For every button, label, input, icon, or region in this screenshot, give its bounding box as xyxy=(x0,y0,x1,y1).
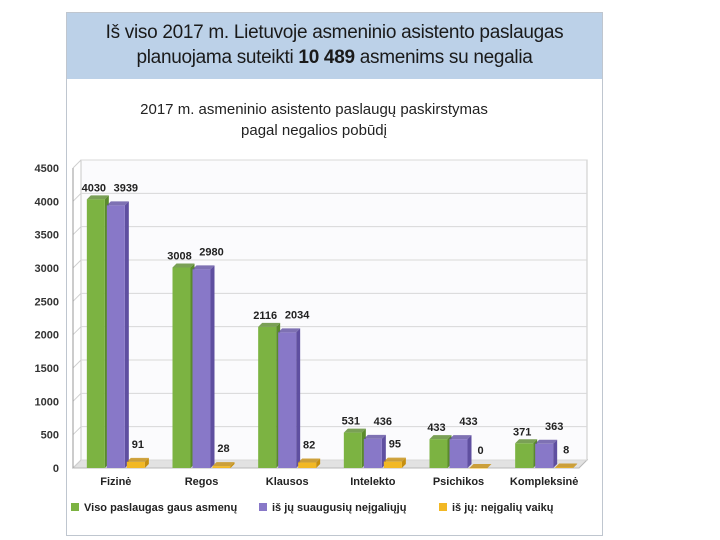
data-label: 363 xyxy=(544,420,564,433)
chart-title-line: pagal negalios pobūdį xyxy=(241,122,387,139)
header-text-after: asmenims su negalia xyxy=(354,47,533,68)
bar-chart xyxy=(34,13,602,535)
legend-label: iš jų: neįgalių vaikų xyxy=(452,502,554,514)
y-tick-label: 1000 xyxy=(34,396,59,409)
bar xyxy=(384,462,402,468)
y-tick-label: 4000 xyxy=(34,196,59,209)
bar xyxy=(555,467,573,468)
gridline-depth xyxy=(73,393,81,401)
data-label: 0 xyxy=(477,445,484,457)
bar xyxy=(213,466,231,468)
data-label: 433 xyxy=(459,416,478,429)
gridline-depth xyxy=(73,227,81,235)
legend-swatch xyxy=(71,503,79,511)
y-tick-label: 3500 xyxy=(34,229,59,242)
x-tick-label: Regos xyxy=(184,476,219,488)
header-line-1: Iš viso 2017 m. Lietuvoje asmeninio asistento paslaugas xyxy=(105,22,564,43)
gridline-depth xyxy=(73,193,81,201)
y-tick-label: 2500 xyxy=(34,296,59,309)
gridline-depth xyxy=(73,427,81,435)
bar xyxy=(258,327,276,468)
x-tick-label: Klausos xyxy=(265,476,309,488)
bar xyxy=(173,267,191,468)
y-tick-label: 2000 xyxy=(34,329,59,342)
bar xyxy=(278,332,296,468)
bar xyxy=(127,462,145,468)
bar xyxy=(450,439,468,468)
data-label: 82 xyxy=(303,439,316,452)
infographic-frame xyxy=(34,12,603,536)
data-label: 2980 xyxy=(199,246,224,259)
bar-side xyxy=(211,265,215,468)
x-tick-label: Kompleksinė xyxy=(509,476,579,488)
data-label: 3008 xyxy=(167,250,192,263)
legend-swatch xyxy=(439,503,447,511)
data-label: 531 xyxy=(341,415,361,428)
bar-side xyxy=(296,328,300,468)
gridline-depth xyxy=(73,327,81,335)
bar-side xyxy=(553,440,557,468)
x-tick-label: Intelekto xyxy=(350,476,396,488)
y-tick-label: 500 xyxy=(40,429,59,442)
gridline-depth xyxy=(73,293,81,301)
data-label: 95 xyxy=(388,438,401,451)
data-label: 3939 xyxy=(113,182,139,195)
header-text-before: planuojama suteikti xyxy=(136,47,299,68)
legend-label: iš jų suaugusių neįgaliųjų xyxy=(272,502,407,514)
data-label: 2034 xyxy=(284,309,310,322)
y-tick-label: 0 xyxy=(52,463,59,475)
bar xyxy=(87,199,105,468)
x-tick-label: Fizinė xyxy=(100,476,132,488)
bar xyxy=(298,463,316,468)
y-tick-label: 3000 xyxy=(34,263,59,275)
plot-floor xyxy=(73,460,587,468)
data-label: 2116 xyxy=(253,309,278,322)
bar xyxy=(107,205,125,468)
legend-label: Viso paslaugas gaus asmenų xyxy=(84,502,238,514)
bar xyxy=(193,269,211,468)
bar xyxy=(470,468,488,469)
data-label: 371 xyxy=(512,426,532,439)
legend-swatch xyxy=(259,503,267,511)
bar xyxy=(430,439,448,468)
bar-side xyxy=(468,435,472,468)
chart-title-line: 2017 m. asmeninio asistento paslaugų paskirstymas xyxy=(140,101,488,118)
y-tick-label: 1500 xyxy=(34,363,59,375)
gridline-depth xyxy=(73,360,81,368)
gridline-depth xyxy=(73,260,81,268)
bar xyxy=(364,439,382,468)
bar xyxy=(344,433,362,468)
data-label: 4030 xyxy=(81,182,107,195)
data-label: 91 xyxy=(131,438,144,451)
data-label: 8 xyxy=(563,444,570,457)
data-label: 28 xyxy=(217,443,230,456)
data-label: 436 xyxy=(373,415,393,428)
gridline-depth xyxy=(73,160,81,168)
bar-side xyxy=(125,201,129,468)
header-highlight-number: 10 489 xyxy=(298,47,355,68)
data-label: 433 xyxy=(427,422,446,435)
bar xyxy=(515,443,533,468)
x-tick-label: Psichikos xyxy=(432,476,485,488)
y-tick-label: 4500 xyxy=(34,163,59,175)
bar xyxy=(535,444,553,468)
plot-back-wall xyxy=(81,160,587,460)
